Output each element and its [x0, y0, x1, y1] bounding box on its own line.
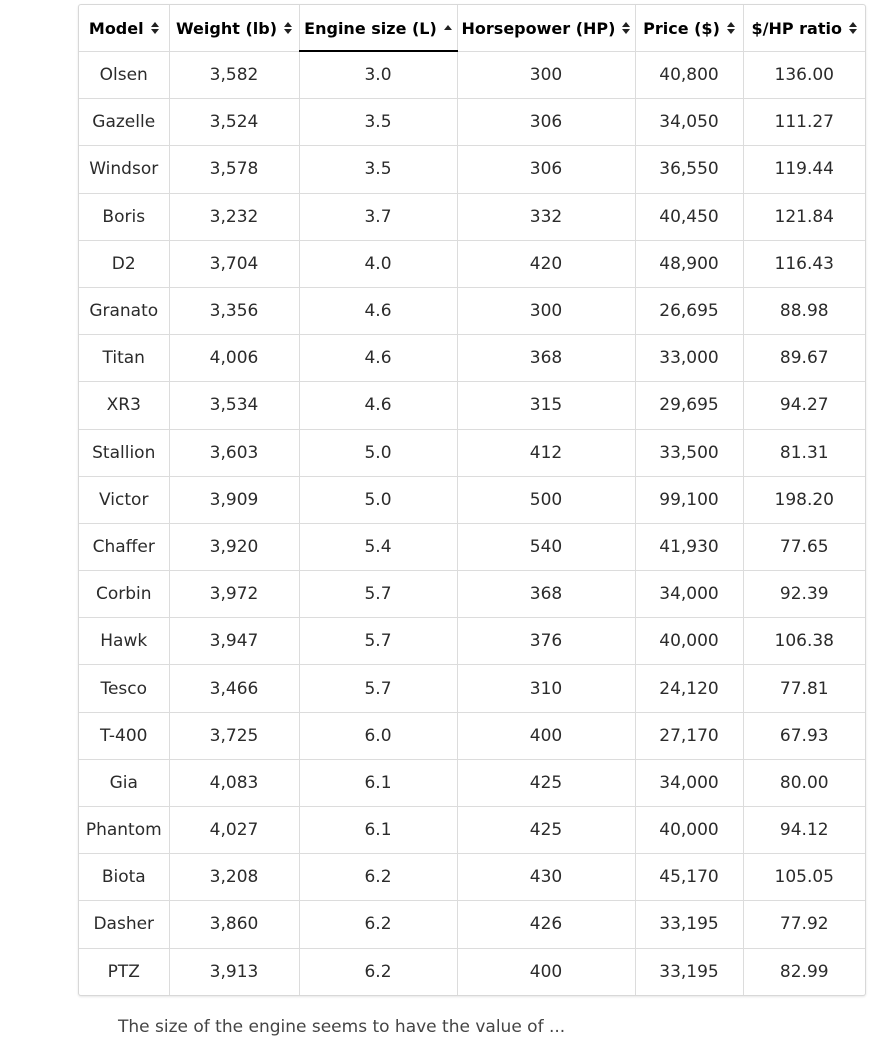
cell-engine-size: 4.0: [299, 240, 457, 287]
cell-model: Hawk: [79, 618, 169, 665]
cell-price-per-hp: 105.05: [743, 854, 865, 901]
cell-price-per-hp: 94.27: [743, 382, 865, 429]
table-row: [79, 712, 865, 759]
cell-horsepower: 430: [457, 854, 635, 901]
cell-price-per-hp: 92.39: [743, 571, 865, 618]
cell-price-per-hp: 89.67: [743, 335, 865, 382]
sort-icon: [727, 22, 735, 34]
table-row: [79, 571, 865, 618]
cell-price-per-hp: 67.93: [743, 712, 865, 759]
table-body: [79, 51, 865, 995]
cell-weight: 3,524: [169, 99, 299, 146]
cell-price: 36,550: [635, 146, 743, 193]
cell-engine-size: 4.6: [299, 382, 457, 429]
cell-weight: 3,972: [169, 571, 299, 618]
column-header-horsepower[interactable]: [457, 5, 635, 51]
column-header-label: Engine size (L): [304, 18, 437, 38]
cell-model: PTZ: [79, 948, 169, 995]
cell-horsepower: 400: [457, 948, 635, 995]
cell-price-per-hp: 81.31: [743, 429, 865, 476]
cell-model: Chaffer: [79, 523, 169, 570]
cell-price: 40,000: [635, 618, 743, 665]
cell-price: 34,000: [635, 571, 743, 618]
cell-engine-size: 5.7: [299, 571, 457, 618]
column-header-label: Price ($): [643, 18, 720, 38]
cell-horsepower: 420: [457, 240, 635, 287]
cell-weight: 3,920: [169, 523, 299, 570]
cell-price-per-hp: 82.99: [779, 961, 829, 982]
cell-price: 40,800: [635, 51, 743, 99]
cell-price-per-hp: 80.00: [743, 759, 865, 806]
cell-price-per-hp: 77.65: [743, 523, 865, 570]
column-header-price[interactable]: [635, 5, 743, 51]
cell-price: 48,900: [635, 240, 743, 287]
cell-horsepower: 540: [457, 523, 635, 570]
cell-weight: 3,208: [169, 854, 299, 901]
cell-horsepower: 306: [457, 146, 635, 193]
cell-engine-size: 3.0: [299, 51, 457, 99]
cell-engine-size: 4.6: [299, 335, 457, 382]
table-row: [79, 476, 865, 523]
cell-horsepower: 310: [457, 665, 635, 712]
cell-price: 40,450: [635, 193, 743, 240]
cell-horsepower: 315: [457, 382, 635, 429]
cell-engine-size: 6.0: [299, 712, 457, 759]
cell-price: 29,695: [635, 382, 743, 429]
cell-price: 33,000: [635, 335, 743, 382]
cell-engine-size: 3.7: [299, 193, 457, 240]
cell-price: 33,195: [635, 948, 743, 995]
table-header: [79, 5, 865, 51]
cell-horsepower: 412: [457, 429, 635, 476]
cell-weight: 3,603: [169, 429, 299, 476]
cell-price: 40,000: [635, 807, 743, 854]
footer-text: The size of the engine seems to have the value of ...: [118, 1017, 566, 1037]
cell-price: 24,120: [635, 665, 743, 712]
cell-model: Windsor: [79, 146, 169, 193]
cell-engine-size: 5.7: [299, 618, 457, 665]
cell-engine-size: 3.5: [299, 146, 457, 193]
cell-model: Victor: [79, 476, 169, 523]
table-row: [79, 665, 865, 712]
cell-horsepower: 368: [457, 571, 635, 618]
cell-model: Boris: [79, 193, 169, 240]
cell-engine-size: 6.2: [299, 948, 457, 995]
table-row: [79, 240, 865, 287]
sort-icon: [849, 22, 857, 34]
cell-weight: 3,704: [169, 240, 299, 287]
table-row: [79, 146, 865, 193]
cell-model: Titan: [79, 335, 169, 382]
cell-horsepower: 376: [457, 618, 635, 665]
cell-weight: 3,913: [169, 948, 299, 995]
cars-table-container: [78, 4, 866, 996]
table-row: [79, 807, 865, 854]
cell-model: Phantom: [79, 807, 169, 854]
cell-weight: 3,232: [169, 193, 299, 240]
cell-weight: 3,725: [169, 712, 299, 759]
sort-icon: [622, 22, 630, 34]
cell-price: 27,170: [635, 712, 743, 759]
cell-horsepower: 300: [457, 51, 635, 99]
cell-weight: 3,582: [169, 51, 299, 99]
cell-model: Corbin: [79, 571, 169, 618]
header-row: [79, 5, 865, 51]
cars-table: [79, 5, 865, 995]
cell-engine-size: 6.2: [299, 854, 457, 901]
table-row: [79, 948, 865, 995]
column-header-price-per-hp[interactable]: [743, 5, 865, 51]
cell-price-per-hp: 94.12: [743, 807, 865, 854]
table-row: [79, 99, 865, 146]
cell-price-per-hp: 111.27: [743, 99, 865, 146]
cell-horsepower: 400: [457, 712, 635, 759]
cell-model: Tesco: [79, 665, 169, 712]
table-row: [79, 901, 865, 948]
cell-model: Biota: [79, 854, 169, 901]
cell-horsepower: 426: [457, 901, 635, 948]
cell-model: Dasher: [79, 901, 169, 948]
table-row: [79, 618, 865, 665]
table-row: [79, 382, 865, 429]
cell-price: 34,000: [635, 759, 743, 806]
cell-model: D2: [79, 240, 169, 287]
column-header-engine-size[interactable]: [299, 5, 457, 51]
cell-horsepower: 300: [457, 287, 635, 334]
cell-model: XR3: [79, 382, 169, 429]
cell-model: Olsen: [79, 51, 169, 99]
cell-engine-size: 6.1: [299, 759, 457, 806]
cell-price-per-hp: 121.84: [743, 193, 865, 240]
cell-price-per-hp: 88.98: [743, 287, 865, 334]
column-header-label: Model: [88, 18, 144, 38]
cell-weight: 3,466: [169, 665, 299, 712]
cell-horsepower: 332: [457, 193, 635, 240]
cell-price-per-hp: 77.92: [743, 901, 865, 948]
cell-weight: 4,027: [169, 807, 299, 854]
cell-model: Gia: [79, 759, 169, 806]
cell-price: 34,050: [635, 99, 743, 146]
cell-price-per-hp: 136.00: [743, 51, 865, 99]
cell-engine-size: 5.7: [299, 665, 457, 712]
cell-weight: 3,909: [169, 476, 299, 523]
cell-price-per-hp: 116.43: [743, 240, 865, 287]
sort-icon: [151, 22, 159, 34]
table-row: [79, 429, 865, 476]
cell-model: Granato: [79, 287, 169, 334]
cell-price: 26,695: [635, 287, 743, 334]
cell-engine-size: 3.5: [299, 99, 457, 146]
cell-engine-size: 5.4: [299, 523, 457, 570]
table-row: [79, 51, 865, 99]
cell-model: T-400: [79, 712, 169, 759]
column-header-weight[interactable]: [169, 5, 299, 51]
sort-ascending-icon: [444, 25, 452, 32]
cell-engine-size: 5.0: [299, 429, 457, 476]
cell-price: 33,500: [635, 429, 743, 476]
cell-weight: 4,083: [169, 759, 299, 806]
cell-engine-size: 5.0: [299, 476, 457, 523]
cell-weight: 3,947: [169, 618, 299, 665]
sort-icon: [284, 22, 292, 34]
table-row: [79, 759, 865, 806]
cell-price-per-hp: 77.81: [743, 665, 865, 712]
cell-horsepower: 425: [457, 807, 635, 854]
cell-model: Stallion: [79, 429, 169, 476]
cell-engine-size: 6.1: [299, 807, 457, 854]
cell-price: 41,930: [635, 523, 743, 570]
cell-weight: 3,860: [169, 901, 299, 948]
column-header-label: Weight (lb): [175, 18, 278, 38]
column-header-label: $/HP ratio: [751, 18, 842, 38]
cell-price: 33,195: [635, 901, 743, 948]
cell-engine-size: 4.6: [299, 287, 457, 334]
table-row: [79, 854, 865, 901]
cell-engine-size: 6.2: [299, 901, 457, 948]
cell-weight: 3,578: [169, 146, 299, 193]
cell-weight: 3,534: [169, 382, 299, 429]
cell-price-per-hp: 106.38: [743, 618, 865, 665]
cell-price: 45,170: [635, 854, 743, 901]
column-header-model[interactable]: [79, 5, 169, 51]
table-row: [79, 523, 865, 570]
table-row: [79, 193, 865, 240]
cell-price-per-hp: 119.44: [743, 146, 865, 193]
cell-model: Gazelle: [79, 99, 169, 146]
cell-horsepower: 306: [457, 99, 635, 146]
cell-price: 99,100: [635, 476, 743, 523]
cell-horsepower: 425: [457, 759, 635, 806]
cell-weight: 4,006: [169, 335, 299, 382]
cell-horsepower: 368: [457, 335, 635, 382]
table-row: [79, 287, 865, 334]
cell-horsepower: 500: [457, 476, 635, 523]
column-header-label: Horsepower (HP): [461, 18, 616, 38]
cell-weight: 3,356: [169, 287, 299, 334]
table-row: [79, 335, 865, 382]
cell-price-per-hp: 198.20: [743, 476, 865, 523]
